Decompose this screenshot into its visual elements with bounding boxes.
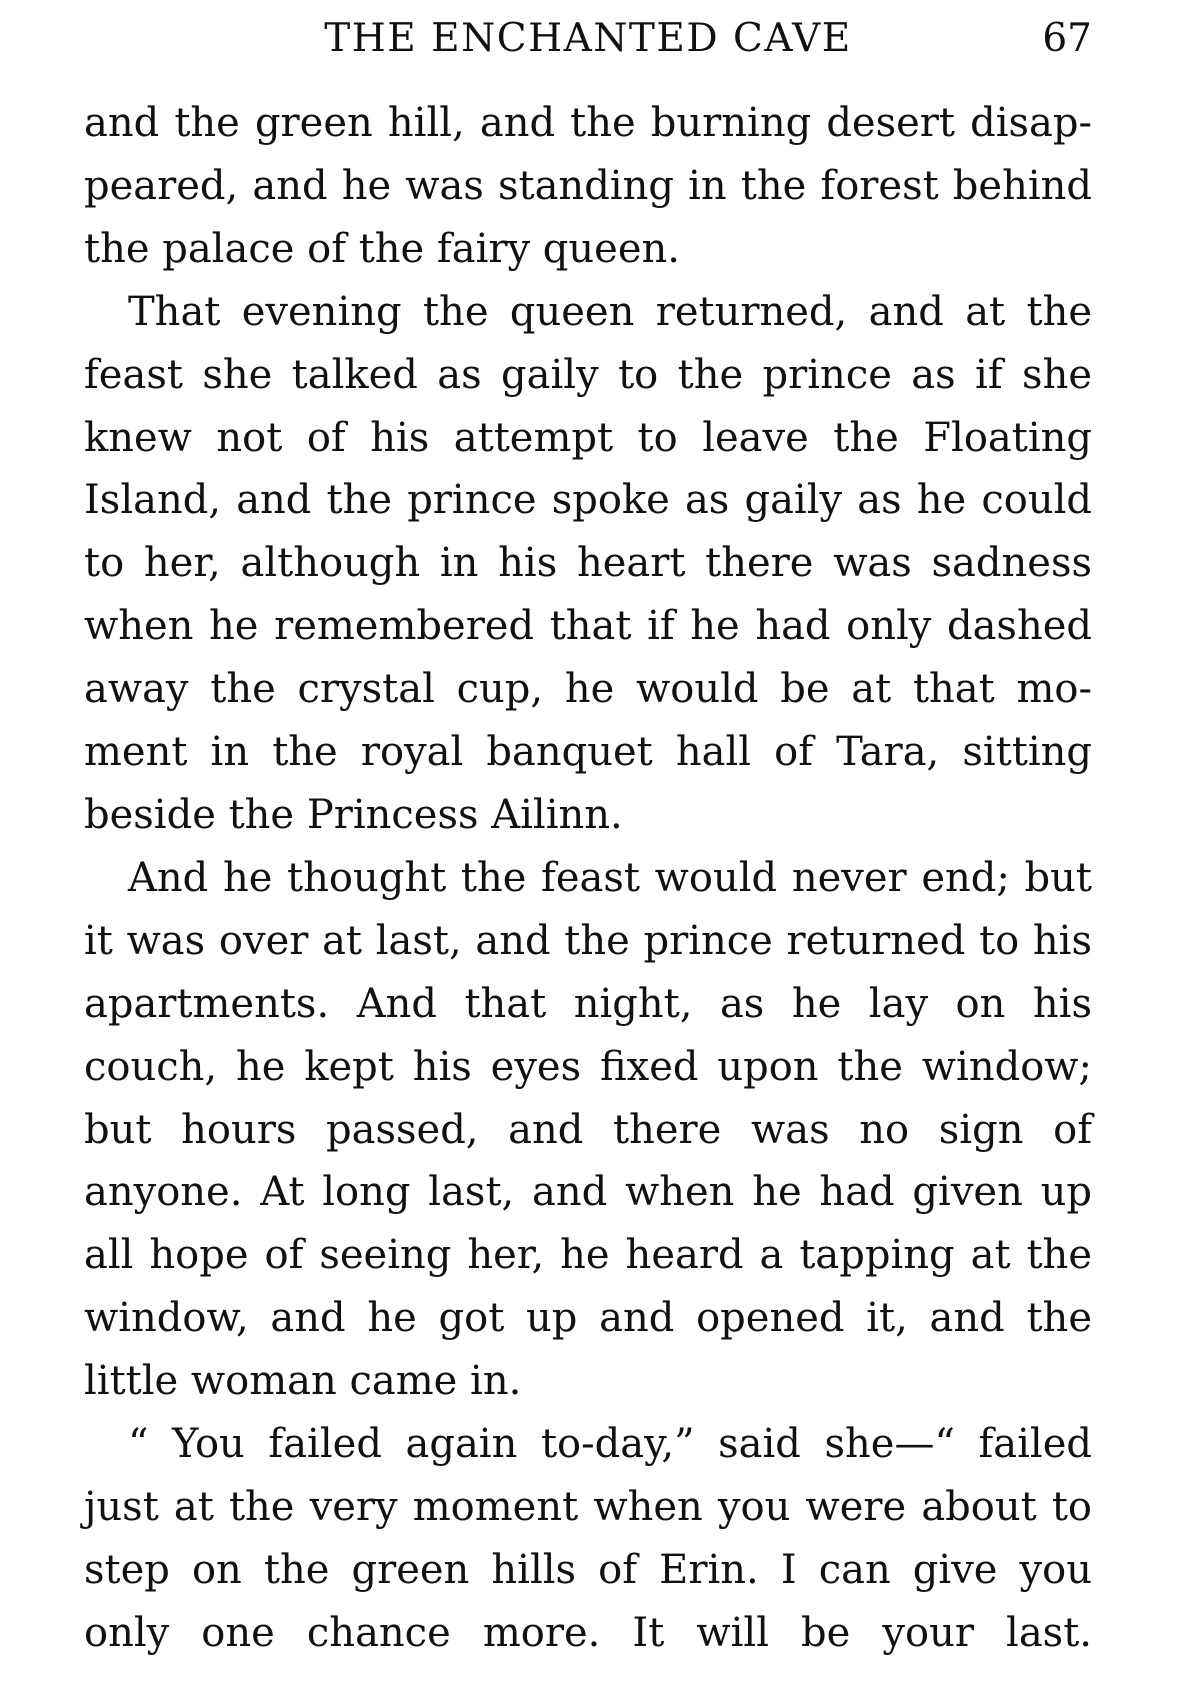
paragraph-last-chance: “ You failed again to-day,” said she—“ failed just at the very moment when you were about to step on the green hills of Erin. I can give you only one chance more. It will be your last. (84, 1421, 1092, 1656)
running-title: THE ENCHANTED CAVE (324, 16, 852, 61)
book-page (84, 0, 1092, 1700)
body-text (84, 92, 1092, 1665)
paragraph-continuation: and the green hill, and the burning desert disappeared, and he was standing in the forest behind the palace of the fairy queen. (84, 100, 1092, 272)
page-number: 67 (1042, 16, 1092, 61)
running-head (84, 10, 1092, 68)
paragraph-evening-feast: That evening the queen returned, and at the feast she talked as gaily to the prince as if she knew not of his attempt to leave the Floating Island, and the prince spoke as gaily as he could to her, although in his heart there was sadness when he remembered that if he had only dashed away the crystal cup, he would be at that moment in the royal banquet hall of Tara, sitting beside the Princess Ailinn. (84, 288, 1092, 838)
paragraph-night-visit: And he thought the feast would never end; but it was over at last, and the prince returned to his apartments. And that night, as he lay on his couch, he kept his eyes fixed upon the window; but hours passed, and there was no sign of anyone. At long last, and when he had given up all hope of seeing her, he heard a tapping at the window, and he got up and opened it, and the little woman came in. (84, 854, 1092, 1405)
